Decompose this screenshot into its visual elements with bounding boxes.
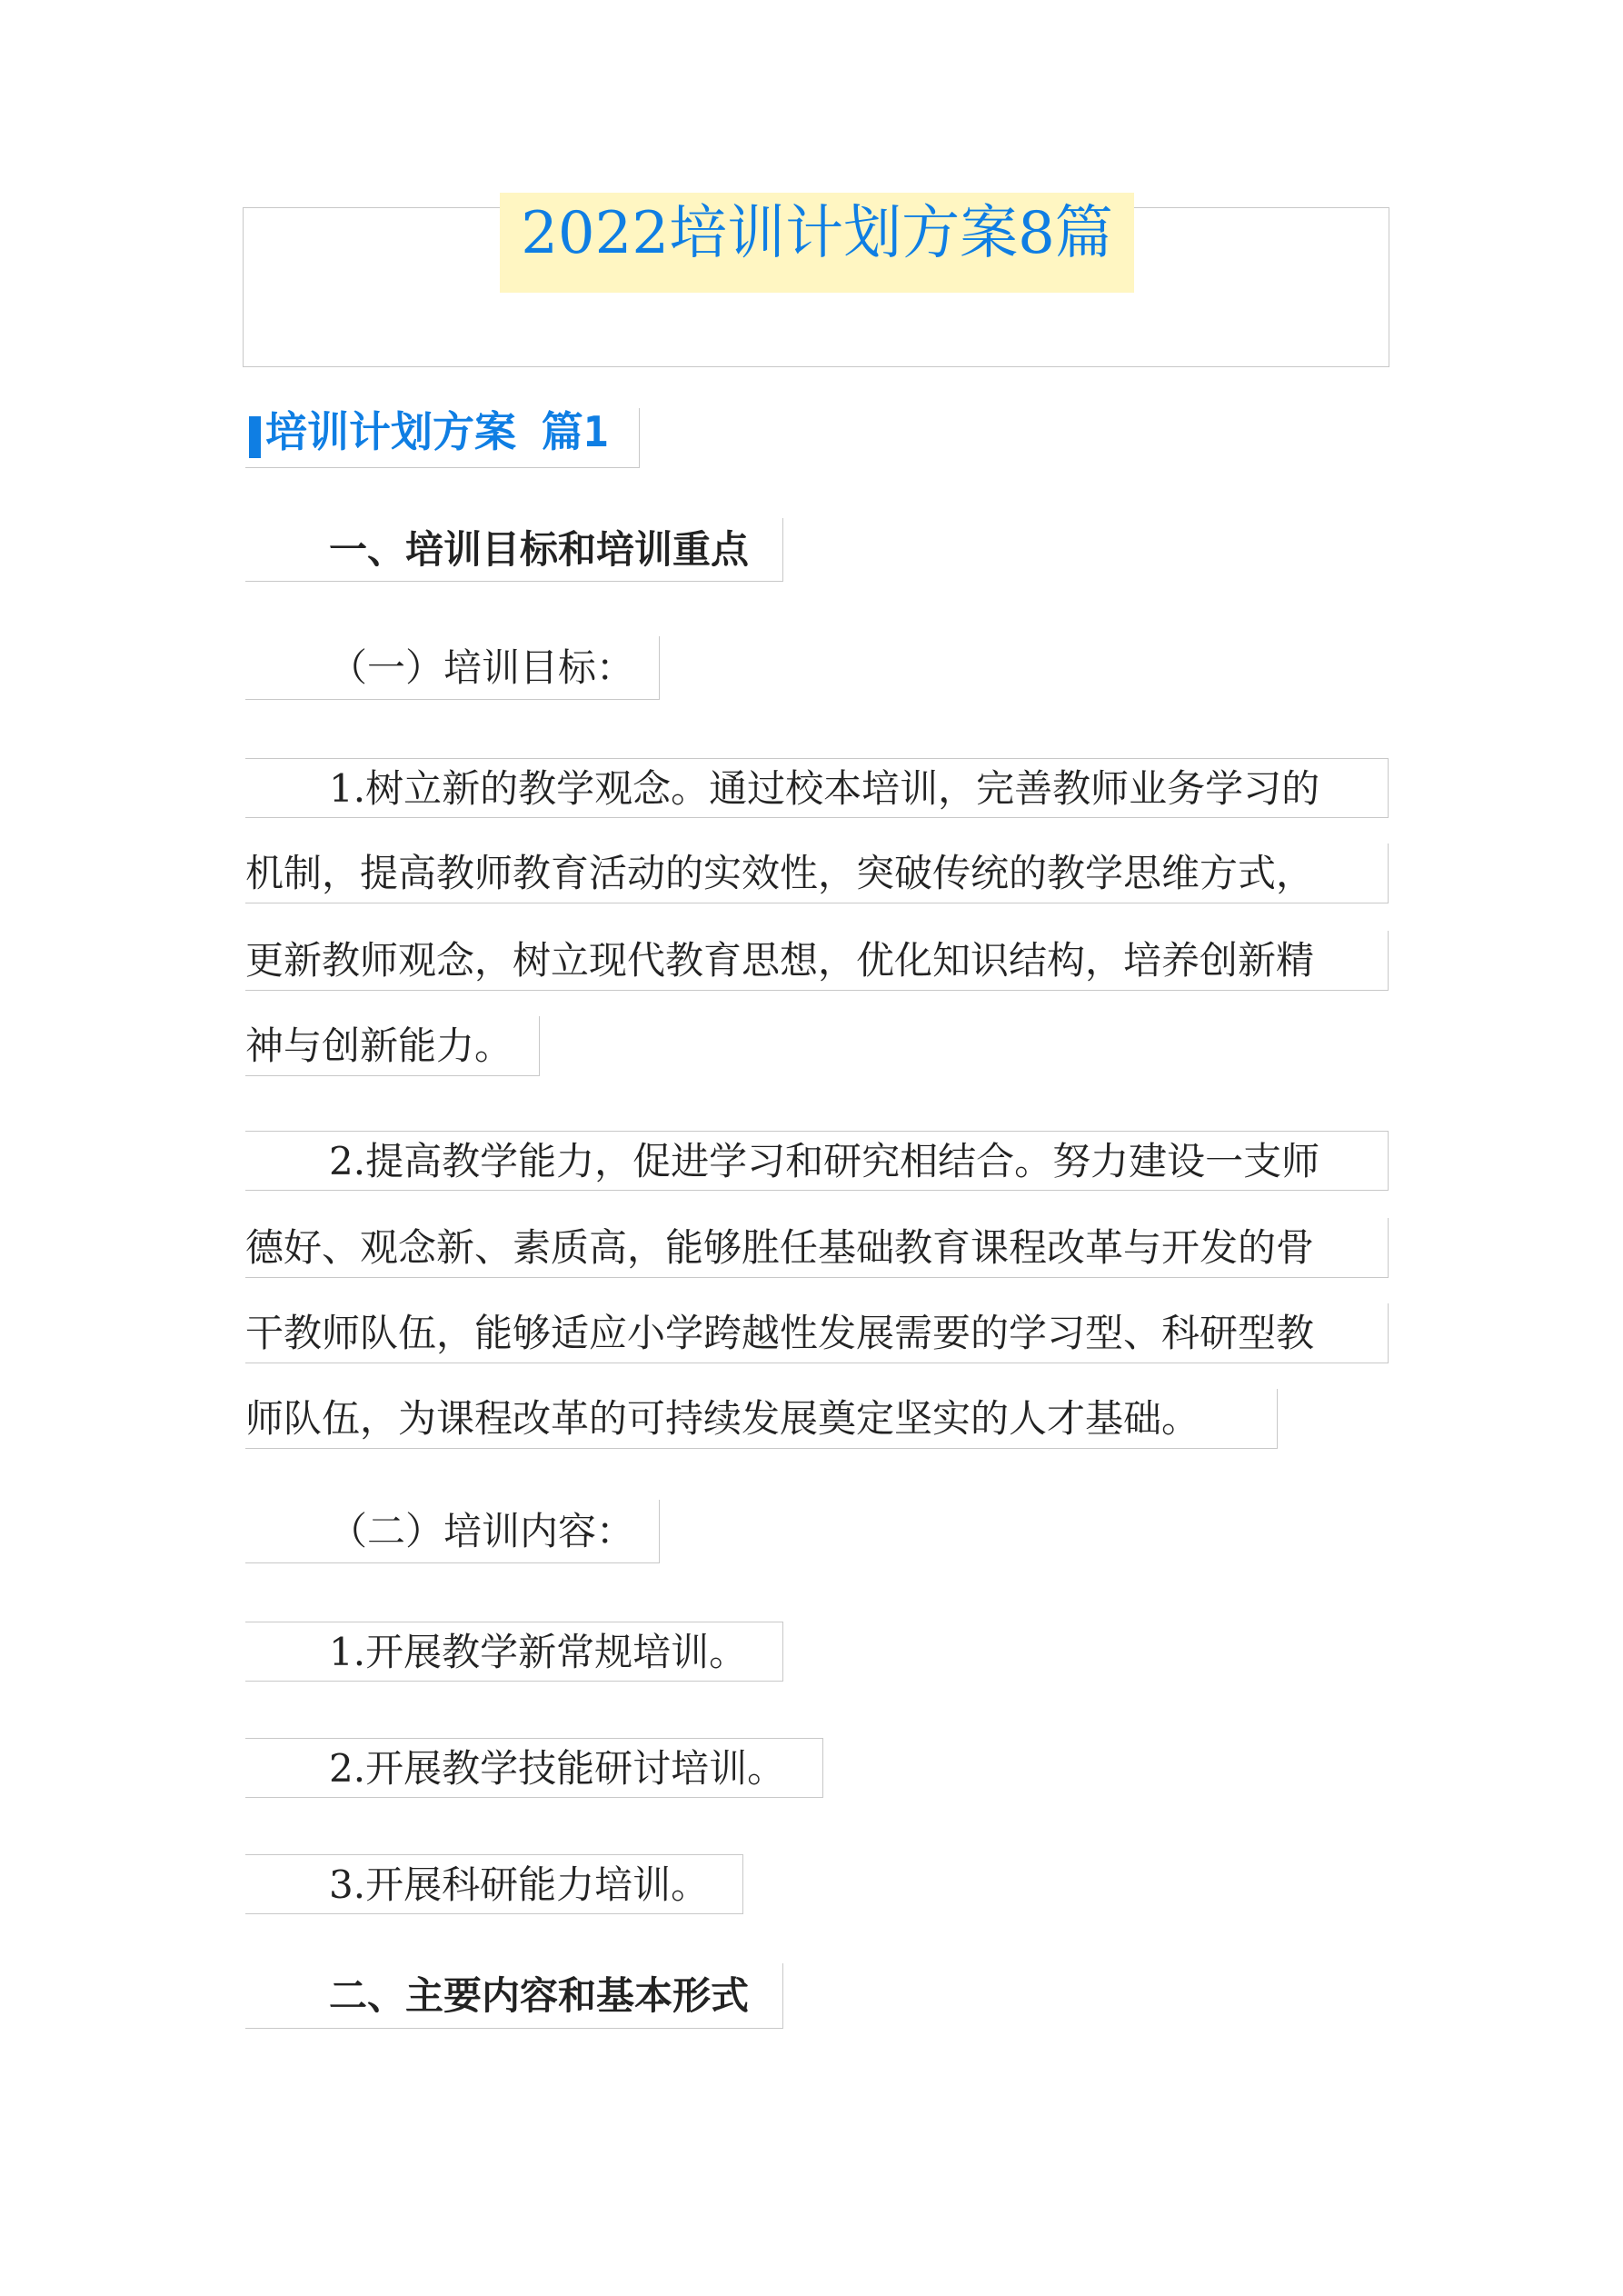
heading-training-goals: 一、培训目标和培训重点 [245,518,783,582]
section-marker [249,416,261,458]
content-item-3: 3.开展科研能力培训。 [245,1854,743,1914]
paragraph1-line4: 神与创新能力。 [245,1016,540,1076]
paragraph2-line1: 2.提高教学能力，促进学习和研究相结合。努力建设一支师 [245,1131,1389,1191]
section-heading: 培训计划方案 篇1 [265,407,609,456]
paragraph1-line2: 机制，提高教师教育活动的实效性，突破传统的教学思维方式， [245,844,1389,903]
content-item-1: 1.开展教学新常规培训。 [245,1622,783,1682]
heading-main-content: 二、主要内容和基本形式 [245,1963,783,2029]
content-item-2: 2.开展教学技能研讨培训。 [245,1738,823,1798]
paragraph1-line1: 1.树立新的教学观念。通过校本培训，完善教师业务学习的 [245,758,1389,818]
paragraph2-line2: 德好、观念新、素质高，能够胜任基础教育课程改革与开发的骨 [245,1218,1389,1278]
document-title: 2022培训计划方案8篇 [521,200,1113,267]
paragraph2-line3: 干教师队伍，能够适应小学跨越性发展需要的学习型、科研型教 [245,1303,1389,1363]
paragraph2-line4: 师队伍，为课程改革的可持续发展奠定坚实的人才基础。 [245,1389,1278,1449]
paragraph1-line3: 更新教师观念，树立现代教育思想，优化知识结构，培养创新精 [245,931,1389,991]
subheading-training-content: （二）培训内容： [245,1500,660,1563]
subheading-training-goals: （一）培训目标： [245,636,660,700]
